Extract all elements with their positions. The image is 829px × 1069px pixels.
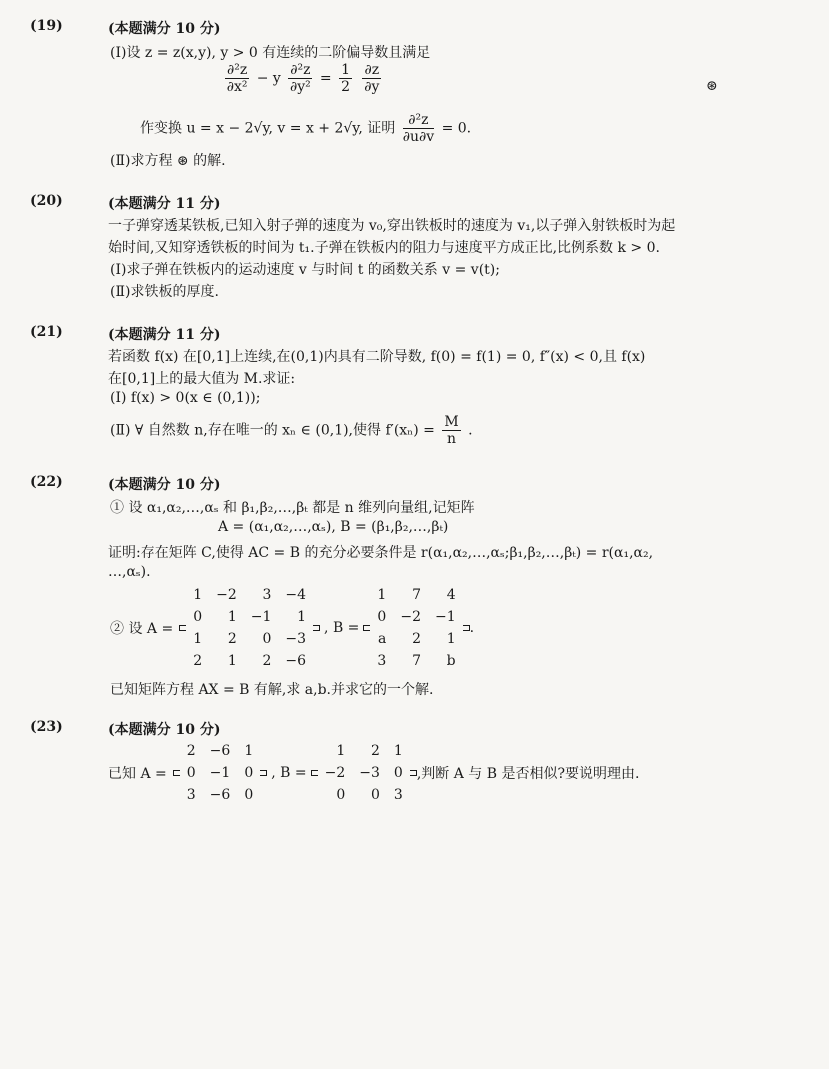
matrix-cell: b bbox=[446, 653, 456, 669]
q19-frac-half bbox=[339, 62, 352, 95]
q21-end: . bbox=[468, 422, 473, 439]
matrix-cell: 3 bbox=[186, 787, 196, 803]
matrix-row bbox=[318, 740, 410, 762]
matrix-cell: 1 bbox=[244, 743, 254, 759]
matrix-cell: 0 bbox=[393, 765, 403, 781]
q19-one: 1 bbox=[341, 62, 351, 78]
q19-transform bbox=[140, 112, 471, 145]
matrix-cell: 2 bbox=[186, 743, 196, 759]
matrix-cell: 2 bbox=[193, 653, 203, 669]
q22-matrix-a bbox=[186, 584, 313, 672]
matrix-cell: −6 bbox=[209, 743, 231, 759]
q21-part1: (Ⅰ) f(x) > 0(x ∈ (0,1)); bbox=[110, 390, 261, 406]
q22-matrix-b bbox=[370, 584, 462, 672]
q23-heading: (本题满分 10 分) bbox=[108, 722, 221, 738]
matrix-cell: 0 bbox=[193, 609, 203, 625]
matrix-cell: −3 bbox=[285, 631, 307, 647]
matrix-cell: 1 bbox=[377, 587, 387, 603]
q19-transform-d2z: ∂²z bbox=[403, 112, 434, 129]
matrix-cell: 2 bbox=[370, 743, 380, 759]
matrix-cell: 0 bbox=[370, 787, 380, 803]
matrix-cell: −2 bbox=[324, 765, 346, 781]
q21-frac-m-n bbox=[442, 414, 460, 447]
q22-line1: ① 设 α₁,α₂,…,αₛ 和 β₁,β₂,…,βₜ 都是 n 维列向量组,记矩阵 bbox=[110, 500, 475, 516]
q19-d2z: ∂²z bbox=[227, 62, 248, 78]
q23-tail: ,判断 A 与 B 是否相似?要说明理由. bbox=[416, 766, 640, 782]
q21-part2-line bbox=[110, 414, 473, 447]
matrix-cell: −1 bbox=[250, 609, 272, 625]
q19-transform-zero: = 0. bbox=[441, 120, 472, 137]
q19-equation-mark: ⊛ bbox=[706, 78, 718, 94]
matrix-cell: 1 bbox=[227, 609, 237, 625]
matrix-cell: −6 bbox=[209, 787, 231, 803]
q22-matrix-line bbox=[110, 584, 474, 672]
matrix-cell: 7 bbox=[412, 653, 421, 669]
matrix-row bbox=[370, 584, 462, 606]
matrix-cell: 3 bbox=[393, 787, 403, 803]
matrix-cell: 1 bbox=[336, 743, 346, 759]
q23-matrix-b-right bbox=[410, 770, 417, 776]
q23-matrix-line bbox=[108, 740, 639, 806]
matrix-row bbox=[180, 784, 260, 806]
q19-frac-d2z-dy2 bbox=[288, 62, 312, 95]
matrix-cell: 0 bbox=[244, 765, 254, 781]
matrix-row bbox=[180, 762, 260, 784]
q21-number: (21) bbox=[30, 324, 63, 340]
q23-matrix-a bbox=[180, 740, 260, 806]
matrix-cell: 0 bbox=[377, 609, 387, 625]
matrix-cell: 2 bbox=[412, 631, 421, 647]
matrix-cell: 0 bbox=[262, 631, 272, 647]
matrix-cell: 0 bbox=[244, 787, 254, 803]
q19-part2: (Ⅱ)求方程 ⊛ 的解. bbox=[110, 153, 226, 169]
matrix-cell: a bbox=[377, 631, 387, 647]
q19-frac-d2z-dudv bbox=[403, 112, 434, 145]
matrix-cell: 0 bbox=[186, 765, 196, 781]
q22-part2-label: ② 设 A = bbox=[110, 621, 174, 637]
q21-line1: 若函数 f(x) 在[0,1]上连续,在(0,1)内具有二阶导数, f(0) = f(1) = 0, f″(x) < 0,且 f(x) bbox=[108, 349, 646, 365]
q19-transform-text: 作变换 u = x − 2√y, v = x + 2√y, 证明 bbox=[140, 120, 396, 137]
matrix-cell: 7 bbox=[412, 587, 421, 603]
q22-number: (22) bbox=[30, 474, 63, 490]
matrix-row bbox=[370, 628, 462, 650]
matrix-cell: −3 bbox=[359, 765, 380, 781]
q20-line1: 一子弹穿透某铁板,已知入射子弹的速度为 v₀,穿出铁板时的速度为 v₁,以子弹入射铁板时为起 bbox=[108, 218, 676, 234]
matrix-cell: 1 bbox=[193, 587, 203, 603]
q21-frac-num: M bbox=[444, 414, 459, 430]
matrix-cell: −2 bbox=[216, 587, 237, 603]
q22-end: . bbox=[469, 620, 475, 636]
q22-line5: 已知矩阵方程 AX = B 有解,求 a,b.并求它的一个解. bbox=[110, 682, 434, 698]
matrix-cell: −1 bbox=[209, 765, 231, 781]
q19-transform-dudv: ∂u∂v bbox=[402, 129, 435, 145]
q23-matrix-a-right bbox=[260, 770, 267, 776]
q22-matrix-b-left bbox=[363, 625, 370, 631]
q19-number: (19) bbox=[30, 18, 63, 34]
q19-equation bbox=[222, 62, 384, 95]
q19-minus-y: − y bbox=[256, 70, 281, 87]
q19-dy2: ∂y² bbox=[289, 79, 311, 95]
matrix-cell: 1 bbox=[393, 743, 403, 759]
q23-comma-b: , B = bbox=[271, 765, 307, 781]
matrix-row bbox=[186, 584, 313, 606]
matrix-row bbox=[318, 762, 410, 784]
q19-two: 2 bbox=[341, 79, 351, 95]
q23-matrix-b bbox=[318, 740, 410, 806]
q20-part2: (Ⅱ)求铁板的厚度. bbox=[110, 284, 219, 300]
q19-dx2: ∂x² bbox=[226, 79, 248, 95]
matrix-cell: −6 bbox=[285, 653, 307, 669]
matrix-row bbox=[186, 628, 313, 650]
matrix-cell: 2 bbox=[262, 653, 272, 669]
q21-heading: (本题满分 11 分) bbox=[108, 327, 221, 343]
matrix-cell: −2 bbox=[400, 609, 421, 625]
matrix-cell: −1 bbox=[434, 609, 456, 625]
q23-matrix-b-left bbox=[311, 770, 318, 776]
q22-heading: (本题满分 10 分) bbox=[108, 477, 221, 493]
matrix-cell: 3 bbox=[262, 587, 272, 603]
matrix-cell: 3 bbox=[377, 653, 387, 669]
matrix-cell: 1 bbox=[446, 631, 456, 647]
matrix-cell: 4 bbox=[446, 587, 456, 603]
q22-line2: A = (α₁,α₂,…,αₛ), B = (β₁,β₂,…,βₜ) bbox=[218, 519, 449, 535]
q23-number: (23) bbox=[30, 719, 63, 735]
matrix-row bbox=[370, 650, 462, 672]
q19-equals: = bbox=[319, 70, 332, 87]
q23-matrix-a-left bbox=[173, 770, 180, 776]
matrix-cell: −4 bbox=[285, 587, 307, 603]
q19-dy: ∂y bbox=[364, 79, 380, 95]
q21-part2: (Ⅱ) ∀ 自然数 n,存在唯一的 xₙ ∈ (0,1),使得 f′(xₙ) = bbox=[110, 422, 435, 439]
q22-matrix-a-left bbox=[179, 625, 186, 631]
q22-matrix-a-right bbox=[313, 625, 320, 631]
matrix-row bbox=[186, 606, 313, 628]
q19-part1: (Ⅰ)设 z = z(x,y), y > 0 有连续的二阶偏导数且满足 bbox=[110, 45, 431, 61]
matrix-cell: 2 bbox=[227, 631, 237, 647]
q20-line2: 始时间,又知穿透铁板的时间为 t₁.子弹在铁板内的阻力与速度平方成正比,比例系数 k > 0. bbox=[108, 240, 660, 256]
matrix-row bbox=[180, 740, 260, 762]
q19-frac-dz-dy bbox=[362, 62, 381, 95]
q19-heading: (本题满分 10 分) bbox=[108, 21, 221, 37]
q22-comma-b: , B = bbox=[324, 620, 360, 636]
q19-dz: ∂z bbox=[364, 62, 380, 78]
q22-line3: 证明:存在矩阵 C,使得 AC = B 的充分必要条件是 r(α₁,α₂,…,αₛ;β₁,β₂,…,βₜ) = r(α₁,α₂, bbox=[108, 545, 654, 561]
matrix-cell: 1 bbox=[227, 653, 237, 669]
matrix-row bbox=[318, 784, 410, 806]
q21-line2: 在[0,1]上的最大值为 M.求证: bbox=[108, 371, 296, 387]
q20-part1: (Ⅰ)求子弹在铁板内的运动速度 v 与时间 t 的函数关系 v = v(t); bbox=[110, 262, 500, 278]
q23-label-a: 已知 A = bbox=[108, 766, 167, 782]
q20-number: (20) bbox=[30, 193, 63, 209]
q22-matrix-b-right bbox=[463, 625, 470, 631]
matrix-cell: 1 bbox=[297, 609, 307, 625]
matrix-row bbox=[186, 650, 313, 672]
q21-frac-den: n bbox=[447, 431, 457, 447]
q22-line4: …,αₛ). bbox=[108, 564, 151, 580]
q19-d2z-2: ∂²z bbox=[290, 62, 311, 78]
matrix-cell: 1 bbox=[193, 631, 203, 647]
q19-frac-d2z-dx2 bbox=[225, 62, 249, 95]
q20-heading: (本题满分 11 分) bbox=[108, 196, 221, 212]
matrix-row bbox=[370, 606, 462, 628]
matrix-cell: 0 bbox=[336, 787, 346, 803]
